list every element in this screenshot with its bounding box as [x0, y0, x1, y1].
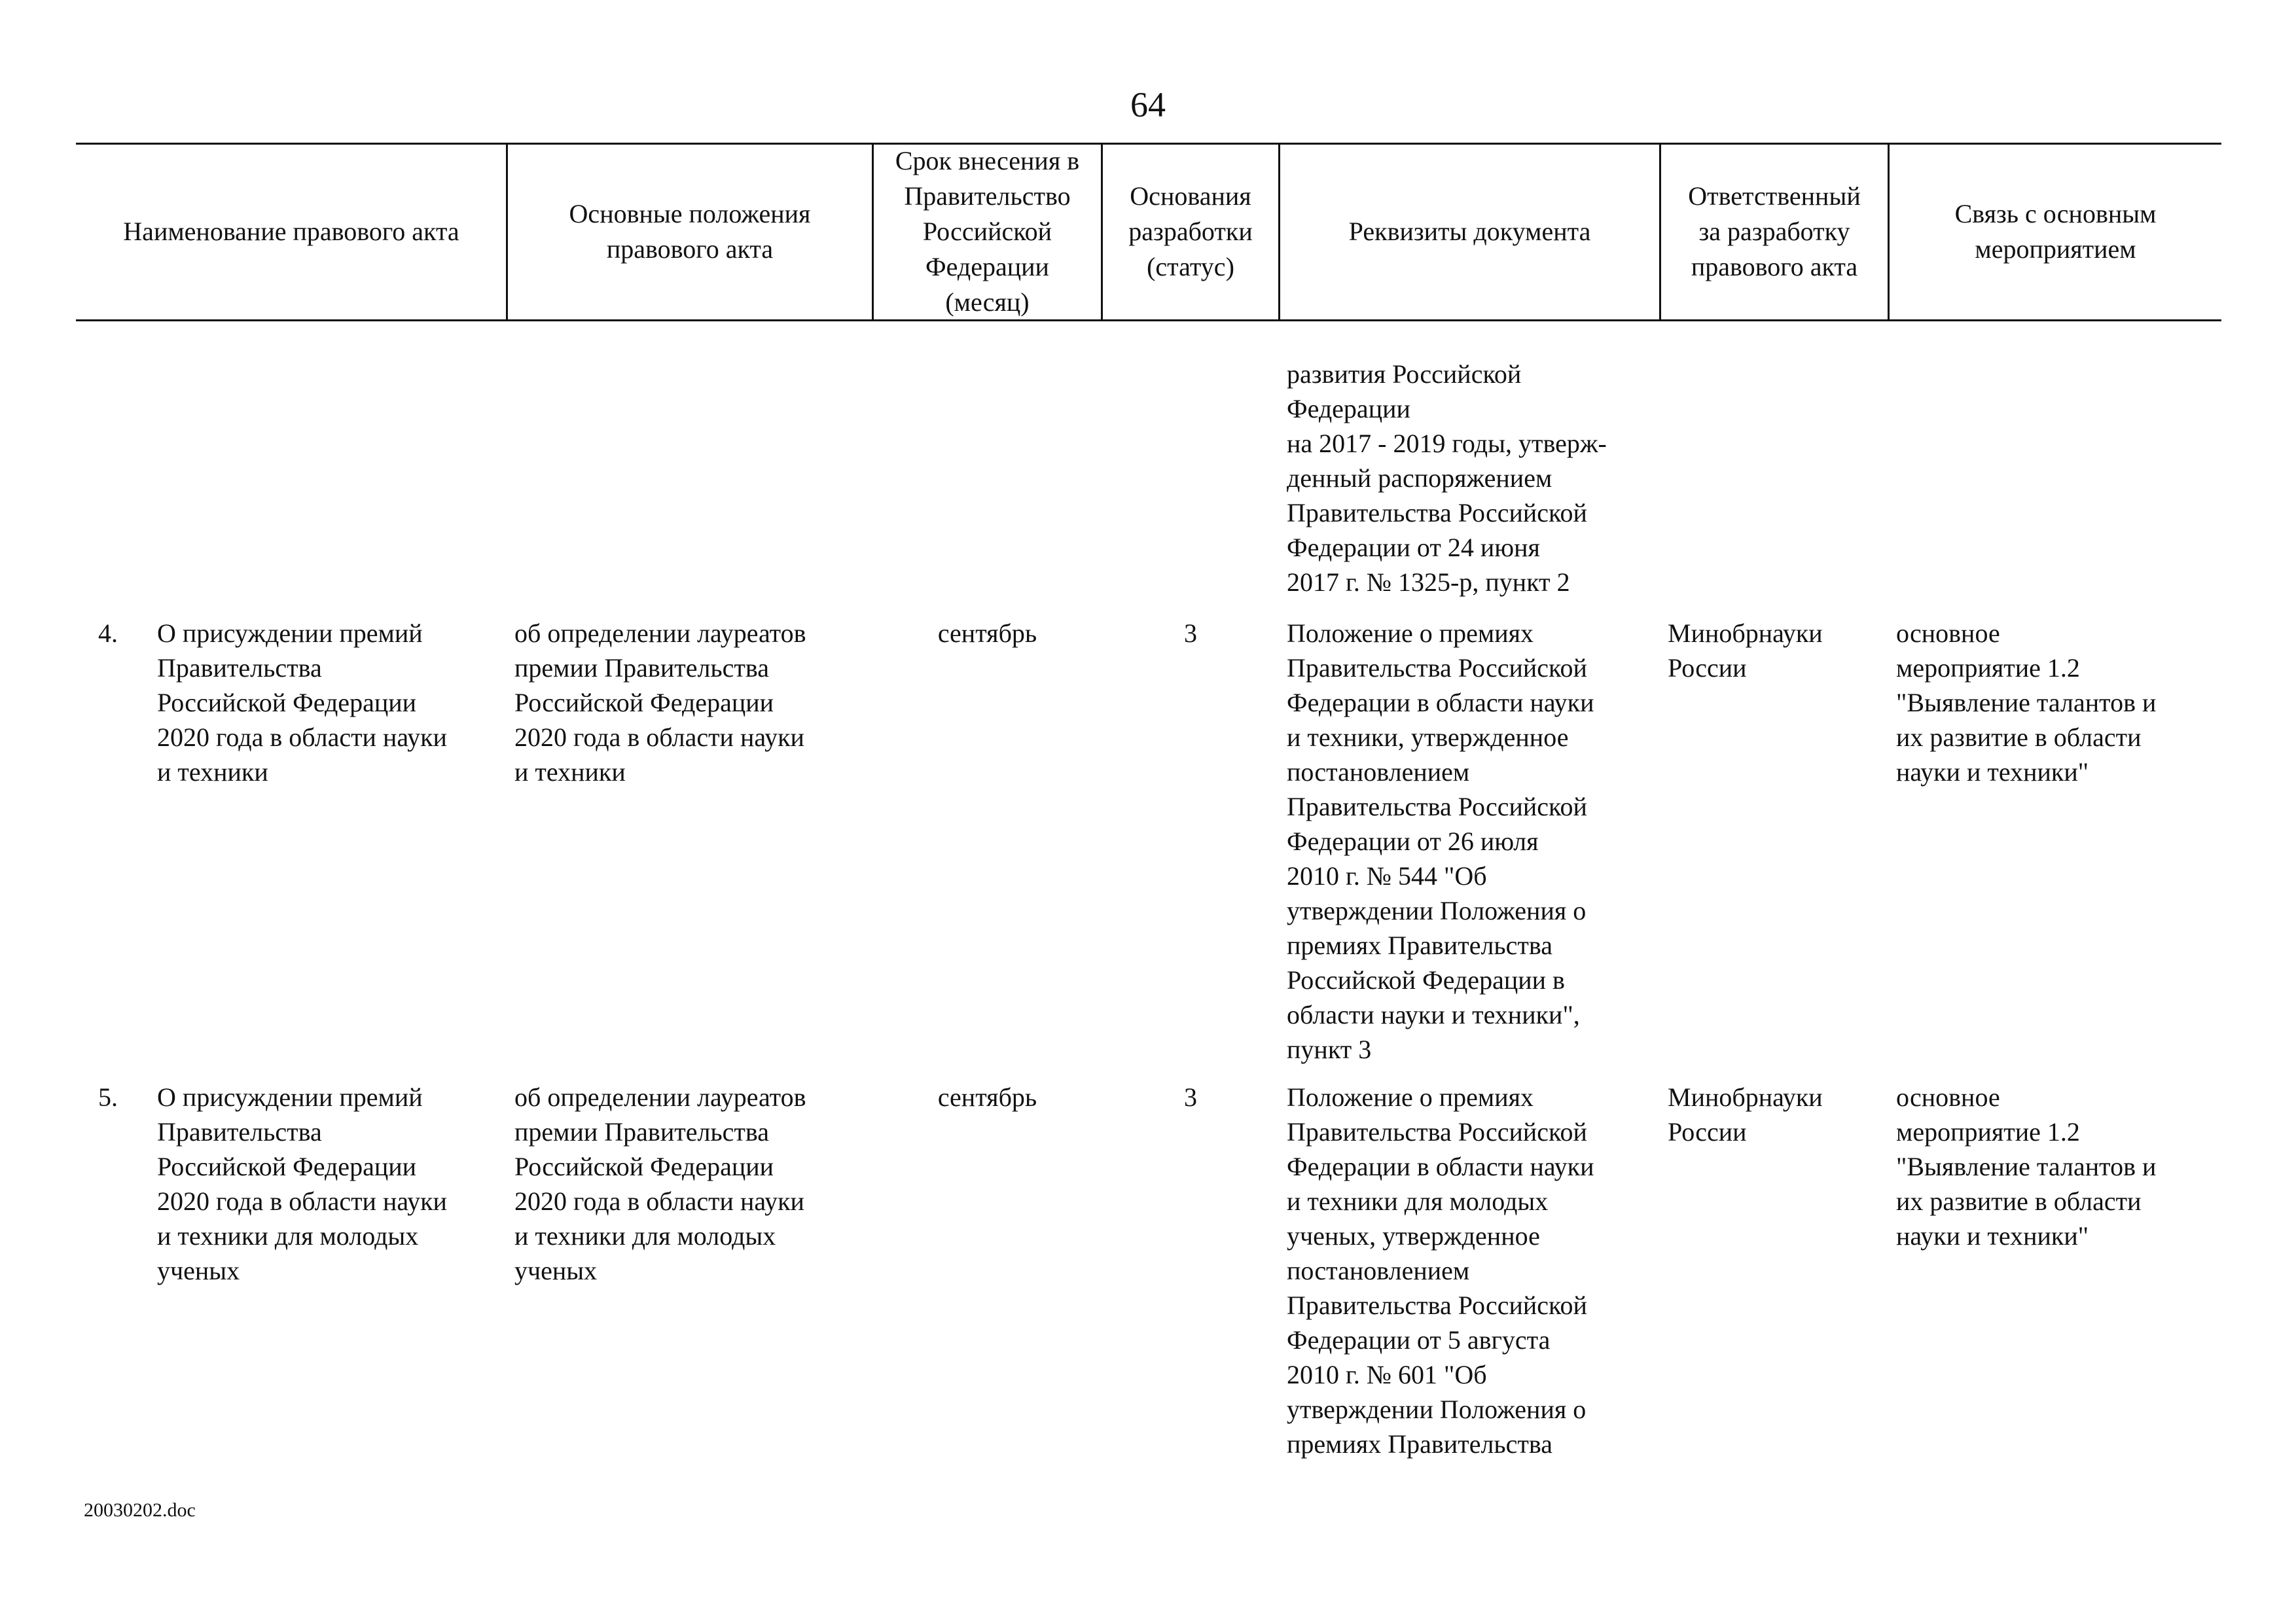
- header-responsible: Ответственный за разработку правового акта: [1688, 181, 1861, 281]
- header-main-activity-link: Связь с основным мероприятием: [1954, 199, 2157, 264]
- row-number: 4.: [98, 618, 118, 648]
- continuation-requisites: развития Российской Федерации на 2017 - 2019 годы, утверж- денный распоряжением Правительства Российской Федерации от 24 июня 2017 г. № 1325-р, пункт 2: [1287, 359, 1607, 597]
- act-name: О присуждении премий Правительства Российской Федерации 2020 года в области науки и техники для молодых ученых: [157, 1082, 447, 1285]
- development-basis: 3: [1184, 618, 1197, 648]
- main-provisions: об определении лауреатов премии Правительства Российской Федерации 2020 года в области науки и техники: [514, 618, 806, 787]
- footer-filename: 20030202.doc: [84, 1499, 196, 1521]
- header-document-requisites: Реквизиты документа: [1348, 217, 1591, 246]
- main-activity-link: основное мероприятие 1.2 "Выявление талантов и их развитие в области науки и техники": [1896, 1082, 2157, 1251]
- responsible-agency: Минобрнауки России: [1668, 1082, 1823, 1147]
- header-development-basis: Основания разработки (статус): [1128, 181, 1253, 281]
- submission-deadline: сентябрь: [937, 1082, 1037, 1112]
- main-activity-link: основное мероприятие 1.2 "Выявление талантов и их развитие в области науки и техники": [1896, 618, 2157, 787]
- document-requisites: Положение о премиях Правительства Российской Федерации в области науки и техники для молодых ученых, утвержденное постановлением Правительства Российской Федерации от 5 августа 2010 г. № 601 "Об утверждении Положения о премиях Правительства: [1287, 1082, 1594, 1459]
- act-name: О присуждении премий Правительства Российской Федерации 2020 года в области науки и техники: [157, 618, 447, 787]
- responsible-agency: Минобрнауки России: [1668, 618, 1823, 683]
- header-main-provisions: Основные положения правового акта: [569, 199, 811, 264]
- page-number: 64: [1130, 85, 1166, 124]
- row-number: 5.: [98, 1082, 118, 1112]
- development-basis: 3: [1184, 1082, 1197, 1112]
- header-act-name: Наименование правового акта: [123, 217, 459, 246]
- submission-deadline: сентябрь: [937, 618, 1037, 648]
- main-provisions: об определении лауреатов премии Правительства Российской Федерации 2020 года в области науки и техники для молодых ученых: [514, 1082, 806, 1285]
- document-requisites: Положение о премиях Правительства Российской Федерации в области науки и техники, утвержденное постановлением Правительства Российской Федерации от 26 июля 2010 г. № 544 "Об утверждении Положения о премиях Правительства Российской Федерации в области науки и техники", пункт 3: [1287, 618, 1594, 1064]
- header-submission-deadline: Срок внесения в Правительство Российской Федерации (месяц): [895, 146, 1080, 317]
